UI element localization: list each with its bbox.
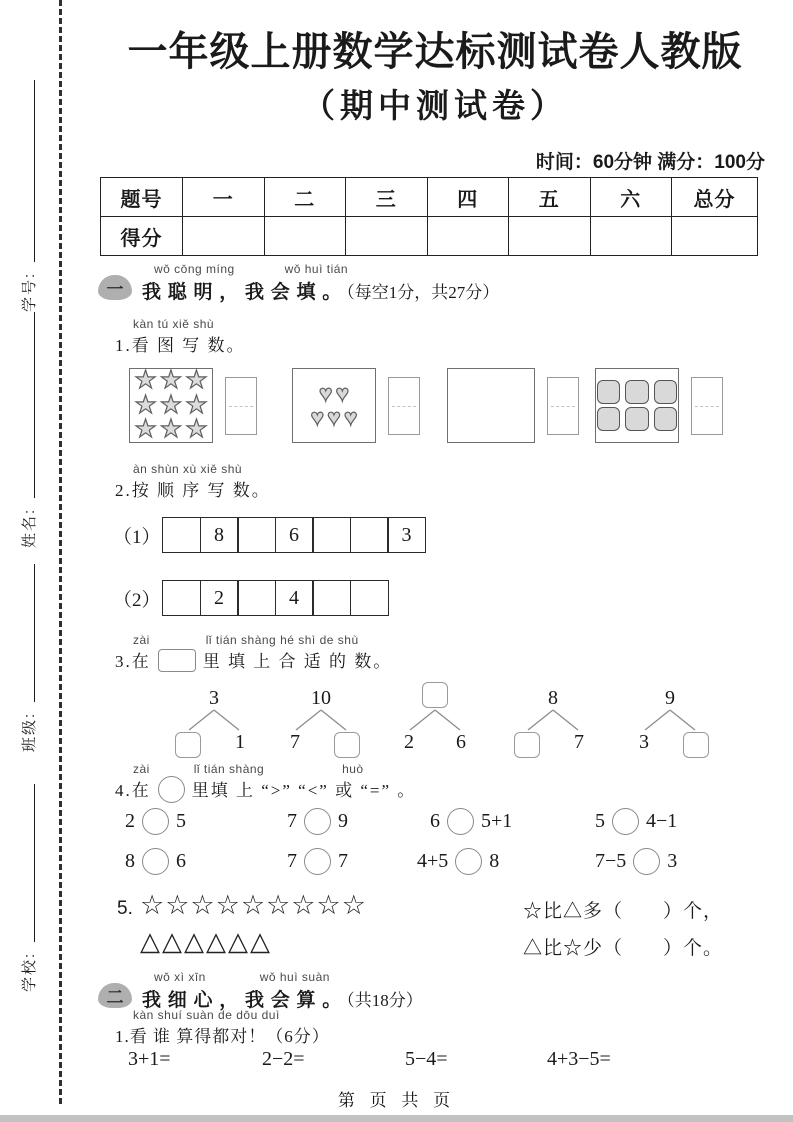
- question3-text: [115, 647, 392, 672]
- number-bond-5: [622, 678, 718, 758]
- number-bond-1: [166, 678, 262, 758]
- shape-row: [596, 379, 678, 405]
- compare-left: 8: [125, 850, 135, 872]
- number-bond-4: [505, 678, 601, 758]
- comparison-item: [595, 848, 677, 875]
- sequence-cell[interactable]: [162, 580, 201, 616]
- heart-shape: ♥: [343, 404, 358, 430]
- compare-left: 6: [430, 810, 440, 832]
- section1-header: [98, 262, 499, 304]
- question3-text-before: 3.在: [115, 652, 151, 671]
- comparison-item: [595, 808, 677, 835]
- score-table-header-cell: 六: [590, 178, 672, 217]
- sequence-row-2-label: （2）: [113, 589, 161, 611]
- bond-blank-slot[interactable]: [514, 732, 540, 758]
- score-entry-cell[interactable]: [590, 217, 672, 256]
- bond-right-number: 1: [235, 731, 245, 753]
- section1-pinyin-2: wǒ huì tián: [284, 262, 349, 276]
- bond-lines: [289, 709, 353, 731]
- compare-right: 3: [667, 850, 678, 872]
- star-shape: ★: [159, 365, 183, 394]
- sequence-cell[interactable]: [312, 517, 351, 553]
- sequence-cell: 8: [200, 517, 239, 553]
- page-subtitle: （期中测试卷）: [302, 87, 568, 124]
- dashed-fold-line: [392, 406, 416, 407]
- name-label: 姓名:: [20, 507, 38, 548]
- page-footer: 第 页 共 页: [337, 1091, 456, 1110]
- cookie-shape: [654, 407, 677, 431]
- shape-row: [293, 406, 375, 429]
- sequence-cell: 2: [200, 580, 239, 616]
- sequence-cell: 6: [275, 517, 314, 553]
- cookie-shape: [597, 407, 620, 431]
- score-table-header-cell: 五: [509, 178, 591, 217]
- compare-right: 9: [338, 810, 348, 832]
- star-shape: ★: [134, 390, 157, 419]
- answer-box[interactable]: [547, 377, 579, 435]
- cookie-shape: [597, 380, 620, 404]
- bond-lines: [403, 709, 467, 731]
- bond-lines: [521, 709, 585, 731]
- bond-top-number: 3: [209, 687, 219, 709]
- name-write-line[interactable]: [34, 312, 35, 498]
- cookie-shape: [625, 380, 648, 404]
- question3-pinyin-before: zài: [133, 633, 150, 647]
- section2-score-note: （共18分）: [346, 991, 423, 1010]
- compare-left: 2: [125, 810, 135, 832]
- score-table: [100, 177, 758, 256]
- question1-text: 1.看 图 写 数。: [115, 336, 246, 355]
- question1-pinyin: kàn tú xiě shù: [133, 317, 215, 331]
- score-table-header-row: [101, 178, 758, 217]
- sequence-row-2-cells: [162, 580, 389, 616]
- bond-blank-slot[interactable]: [175, 732, 201, 758]
- bond-blank-slot[interactable]: [422, 682, 448, 708]
- name-field: [14, 310, 38, 548]
- bond-left-number: 7: [290, 731, 300, 753]
- score-entry-cell[interactable]: [427, 217, 509, 256]
- question3-pinyin-after: lǐ tián shàng hé shì de shù: [205, 633, 359, 647]
- school-write-line[interactable]: [34, 784, 35, 942]
- compare-circle-blank[interactable]: [142, 808, 169, 835]
- section2-badge: 二: [98, 983, 132, 1008]
- star-shape: ★: [134, 365, 157, 394]
- compare-left: 7: [287, 810, 297, 832]
- question3-pinyin: [133, 633, 392, 647]
- question4-pinyin: [133, 762, 416, 776]
- score-row-label: 得分: [101, 217, 183, 256]
- question2-text: 2.按 顺 序 写 数。: [115, 481, 271, 500]
- compare-circle-blank[interactable]: [447, 808, 474, 835]
- compare-left: 5: [595, 810, 605, 832]
- time-score-meta: 时间：60分钟 满分：100分: [535, 152, 765, 173]
- question3-header: [115, 633, 392, 672]
- arithmetic-problem: 3+1=: [128, 1048, 171, 1070]
- count-pictures-group-3: [447, 368, 579, 443]
- comparison-item: [125, 848, 186, 875]
- section2-question1-header: [115, 1008, 330, 1047]
- star-shape: ★: [159, 415, 183, 444]
- heart-shape: ♥: [310, 404, 325, 430]
- student-id-field: [14, 78, 38, 312]
- sequence-cell: 4: [275, 580, 314, 616]
- arithmetic-problem: 4+3−5=: [547, 1048, 611, 1070]
- class-write-line[interactable]: [34, 564, 35, 702]
- section2-title-text: 我 细 心 ， 我 会 算 。: [142, 990, 343, 1011]
- class-field: [14, 562, 38, 752]
- comparison-item: [287, 808, 348, 835]
- sequence-cell: 3: [387, 517, 426, 553]
- bond-lines: [182, 709, 246, 731]
- compare-right: 5+1: [481, 810, 513, 832]
- compare-right: 7: [338, 850, 348, 872]
- question5-stars: ☆☆☆☆☆☆☆☆☆: [140, 890, 367, 920]
- heart-shape: ♥: [335, 380, 350, 406]
- score-table-header-cell: 题号: [101, 178, 183, 217]
- heart-shape: ♥: [327, 404, 341, 430]
- sequence-row-1: [113, 517, 426, 553]
- section1-badge: 一: [98, 275, 132, 300]
- section1-pinyin: [142, 262, 499, 276]
- question5-triangles: △△△△△△: [140, 926, 272, 956]
- sequence-row-2: [113, 580, 389, 616]
- sequence-cell[interactable]: [237, 517, 276, 553]
- inline-blank-box: [158, 649, 196, 672]
- comparison-item: [125, 808, 186, 835]
- question4-text-after: 里填 上 “>” “<” 或 “=” 。: [191, 781, 417, 800]
- shape-row: [596, 406, 678, 432]
- arithmetic-problem: 5−4=: [405, 1048, 448, 1070]
- compare-circle-blank[interactable]: [455, 848, 482, 875]
- question2-pinyin: àn shùn xù xiě shù: [133, 462, 243, 476]
- section2-question1-pinyin: kàn shuí suàn de dōu duì: [133, 1008, 280, 1022]
- compare-circle-blank[interactable]: [612, 808, 639, 835]
- section1-score-note: （每空1分，共27分）: [346, 283, 500, 302]
- number-bond-2: [273, 678, 369, 758]
- number-bond-3: [387, 678, 483, 752]
- dashed-fold-line: [695, 406, 719, 407]
- sequence-cell[interactable]: [237, 580, 276, 616]
- score-entry-cell[interactable]: [672, 217, 758, 256]
- question4-header: [115, 762, 416, 803]
- paper-content: [95, 0, 775, 1122]
- section1-title-text: 我 聪 明 ， 我 会 填 。: [142, 282, 343, 303]
- class-label: 班级:: [20, 711, 38, 752]
- section2-question1-text: 1.看 谁 算得都对！（6分）: [115, 1027, 330, 1046]
- star-shape: ★: [185, 365, 208, 394]
- inline-blank-circle: [158, 776, 185, 803]
- question1-header: [115, 317, 246, 356]
- bond-left-number: 2: [404, 731, 414, 753]
- hearts-picture-box: [292, 368, 376, 443]
- section2-pinyin-1: wǒ xì xīn: [154, 970, 206, 984]
- school-label: 学校:: [20, 951, 38, 992]
- bond-blank-slot[interactable]: [683, 732, 709, 758]
- answer-box[interactable]: [225, 377, 257, 435]
- school-field: [14, 782, 38, 992]
- question5-line-1: ☆比△多（ ）个，: [523, 901, 724, 922]
- cookie-shape: [654, 380, 677, 404]
- sequence-cell[interactable]: [350, 517, 389, 553]
- star-shape: ★: [134, 415, 157, 444]
- bond-blank-slot[interactable]: [334, 732, 360, 758]
- answer-box[interactable]: [691, 377, 723, 435]
- question3-text-after: 里 填 上 合 适 的 数。: [202, 652, 393, 671]
- count-pictures-group-2: [292, 368, 420, 443]
- compare-left: 4+5: [417, 850, 449, 872]
- seal-dashed-line: [59, 0, 62, 1104]
- bond-top-number: 10: [311, 687, 331, 709]
- question4-pinyin-after: huò: [342, 762, 364, 776]
- heart-shape: ♥: [318, 380, 333, 406]
- sequence-row-1-label: （1）: [113, 526, 161, 548]
- page-title: 一年级上册数学达标测试卷人教版: [127, 30, 743, 74]
- comparison-item: [430, 808, 512, 835]
- score-table-header-cell: 总分: [672, 178, 758, 217]
- compare-right: 4−1: [646, 810, 678, 832]
- shape-row: [130, 415, 212, 444]
- sequence-cell[interactable]: [312, 580, 351, 616]
- star-shape: ★: [159, 390, 183, 419]
- cookies-picture-box: [595, 368, 679, 443]
- bond-top-number: 8: [548, 687, 558, 709]
- score-table-score-row: [101, 217, 758, 256]
- score-table-header-cell: 四: [427, 178, 509, 217]
- cookie-shape: [625, 407, 648, 431]
- compare-left: 7−5: [595, 850, 627, 872]
- compare-circle-blank[interactable]: [142, 848, 169, 875]
- sequence-cell[interactable]: [162, 517, 201, 553]
- stars-picture-box: [129, 365, 213, 444]
- score-table-header-cell: 二: [264, 178, 346, 217]
- student-id-label: 学号:: [20, 271, 38, 312]
- question5-number: 5.: [117, 898, 133, 919]
- score-table-header-cell: 一: [183, 178, 265, 217]
- star-shape: ★: [185, 415, 208, 444]
- bond-left-number: 3: [639, 731, 649, 753]
- comparison-item: [287, 848, 348, 875]
- score-entry-cell[interactable]: [183, 217, 265, 256]
- score-entry-cell[interactable]: [346, 217, 428, 256]
- comparison-row-2: [95, 848, 775, 882]
- compare-right: 8: [489, 850, 500, 872]
- star-shape: ★: [185, 390, 208, 419]
- count-pictures-group-4: [595, 368, 723, 443]
- empty-picture-box: [447, 368, 535, 443]
- section1-pinyin-1: wǒ cōng míng: [154, 262, 235, 276]
- bond-lines: [638, 709, 702, 731]
- scan-edge: [0, 1115, 793, 1122]
- score-entry-cell[interactable]: [264, 217, 346, 256]
- bond-right-number: 6: [456, 731, 466, 753]
- shape-row: [130, 365, 212, 394]
- count-pictures-group-1: [129, 365, 257, 444]
- section2-pinyin-2: wǒ huì suàn: [259, 970, 330, 984]
- section1-title: [142, 277, 499, 304]
- student-id-write-line[interactable]: [34, 80, 35, 262]
- compare-circle-blank[interactable]: [304, 808, 331, 835]
- compare-right: 5: [176, 810, 186, 832]
- question4-pinyin-mid: lǐ tián shàng: [193, 762, 265, 776]
- compare-right: 6: [176, 850, 186, 872]
- comparison-row-1: [95, 808, 775, 842]
- question4-text: [115, 776, 416, 803]
- section2-pinyin: [142, 970, 423, 984]
- answer-box[interactable]: [388, 377, 420, 435]
- question4-text-before: 4.在: [115, 781, 151, 800]
- sequence-cell[interactable]: [350, 580, 389, 616]
- score-entry-cell[interactable]: [509, 217, 591, 256]
- sequence-row-1-cells: [162, 517, 426, 553]
- bond-right-number: 7: [574, 731, 584, 753]
- shape-row: [293, 382, 375, 405]
- dashed-fold-line: [229, 406, 253, 407]
- question2-header: [115, 462, 271, 501]
- compare-circle-blank[interactable]: [304, 848, 331, 875]
- bond-top-number: 9: [665, 687, 675, 709]
- compare-circle-blank[interactable]: [633, 848, 660, 875]
- question5-line-2: △比☆少（ ）个。: [523, 938, 724, 959]
- question4-pinyin-before: zài: [133, 762, 150, 776]
- arithmetic-problem: 2−2=: [262, 1048, 305, 1070]
- dashed-fold-line: [551, 406, 575, 407]
- compare-left: 7: [287, 850, 297, 872]
- comparison-item: [417, 848, 499, 875]
- score-table-header-cell: 三: [346, 178, 428, 217]
- section2-header: [98, 970, 423, 1012]
- shape-row: [130, 390, 212, 419]
